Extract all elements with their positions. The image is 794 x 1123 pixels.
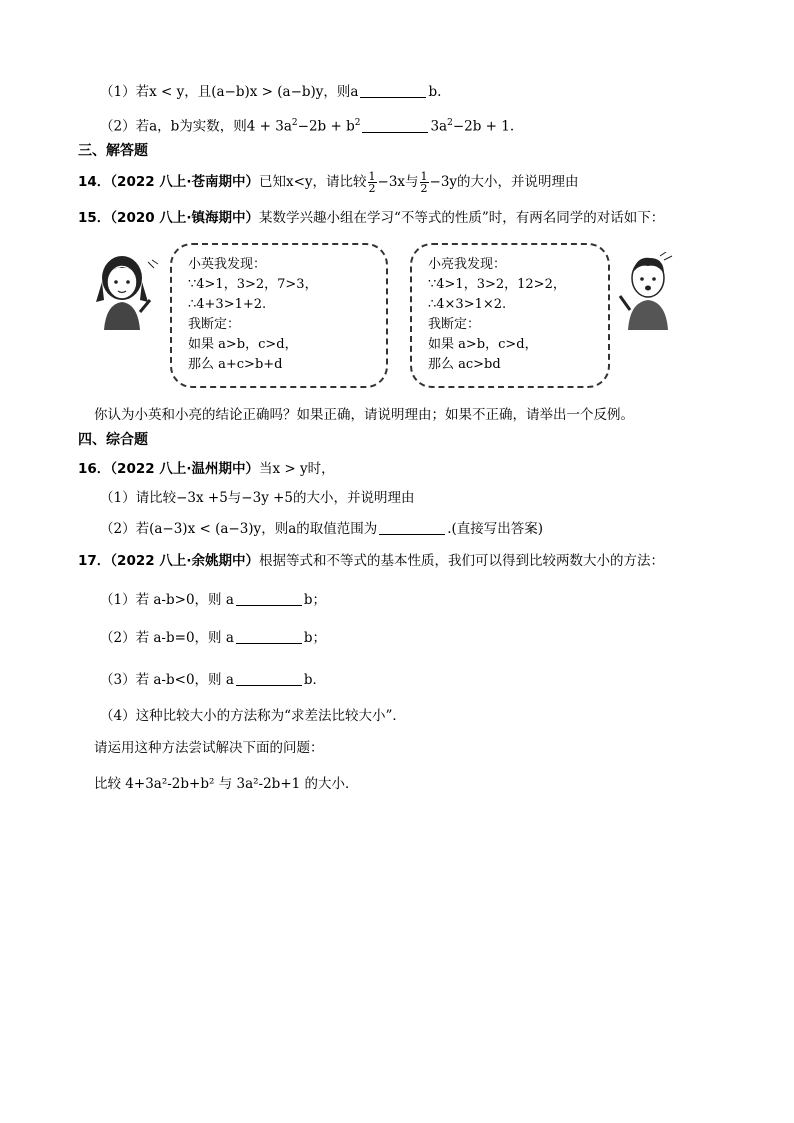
bubble-line: 我断定： xyxy=(428,317,481,332)
question-14: 14．（2022 八上·苍南期中）已知x<y，请比较 $\frac{1}{2}$ −3x与 $\frac{1}{2}$ −3y的大小，并说明理由 xyxy=(78,170,579,195)
q17-final: 比较 4+3a²-2b+b² 与 3a²-2b+1 的大小． xyxy=(94,776,359,792)
q13-part1: （1）若x < y，且(a−b)x > (a−b)y，则a b. xyxy=(100,84,442,100)
bubble-line: 如果 a>b，c>d， xyxy=(188,337,298,352)
bubble-line: ∴4+3>1+2. xyxy=(188,297,267,312)
answer-blank[interactable] xyxy=(379,520,445,535)
fraction: $\frac{1}{2}$ xyxy=(368,170,376,195)
bubble-line: ∴4×3>1×2. xyxy=(428,297,507,312)
bubble-line: 小亮我发现： xyxy=(428,257,507,272)
answer-blank[interactable] xyxy=(360,83,426,98)
bubble-line: ∵4>1，3>2，7>3， xyxy=(188,277,318,292)
q17-part4: （4）这种比较大小的方法称为“求差法比较大小”． xyxy=(100,708,406,724)
bubble-line: 那么 ac>bd xyxy=(428,357,501,372)
section-heading: 三、解答题 xyxy=(78,143,148,159)
answer-blank[interactable] xyxy=(236,671,302,686)
q17-part3: （3）若 a-b<0，则 a b． xyxy=(100,672,327,688)
q17-part2: （2）若 a-b=0，则 a b； xyxy=(100,630,327,646)
answer-blank[interactable] xyxy=(362,118,428,133)
answer-blank[interactable] xyxy=(236,629,302,644)
right-speech-bubble xyxy=(410,243,610,388)
boy-figure xyxy=(618,252,678,332)
fraction: $\frac{1}{2}$ xyxy=(420,170,428,195)
q17-part1: （1）若 a-b>0，则 a b； xyxy=(100,592,327,608)
q16-part1: （1）请比较−3x +5与−3y +5的大小，并说明理由 xyxy=(100,490,415,506)
q17-instruction: 请运用这种方法尝试解决下面的问题： xyxy=(94,740,324,756)
girl-figure xyxy=(90,252,160,332)
bubble-line: 我断定： xyxy=(188,317,241,332)
section-heading: 四、综合题 xyxy=(78,432,148,448)
bubble-line: 如果 a>b，c>d， xyxy=(428,337,538,352)
bubble-line: ∵4>1，3>2，12>2， xyxy=(428,277,566,292)
answer-blank[interactable] xyxy=(236,591,302,606)
bubble-line: 那么 a+c>b+d xyxy=(188,357,283,372)
q16-part2: （2）若(a−3)x < (a−3)y，则a的取值范围为 .(直接写出答案) xyxy=(100,521,544,537)
question-16: 16．（2022 八上·温州期中）当x > y时， xyxy=(78,461,335,477)
q13-part2: （2）若a，b为实数，则$4 + 3a^2-2b + b^2$ $3a^2-2b + 1$. xyxy=(100,118,515,135)
question-17: 17．（2022 八上·余姚期中）根据等式和不等式的基本性质，我们可以得到比较两数大小的方法： xyxy=(78,553,664,569)
q15-question: 你认为小英和小亮的结论正确吗？如果正确，请说明理由；如果不正确，请举出一个反例。 xyxy=(94,407,634,423)
question-15: 15．（2020 八上·镇海期中）某数学兴趣小组在学习“不等式的性质”时，有两名同学的对话如下： xyxy=(78,210,665,226)
left-speech-bubble xyxy=(170,243,388,388)
bubble-line: 小英我发现： xyxy=(188,257,267,272)
